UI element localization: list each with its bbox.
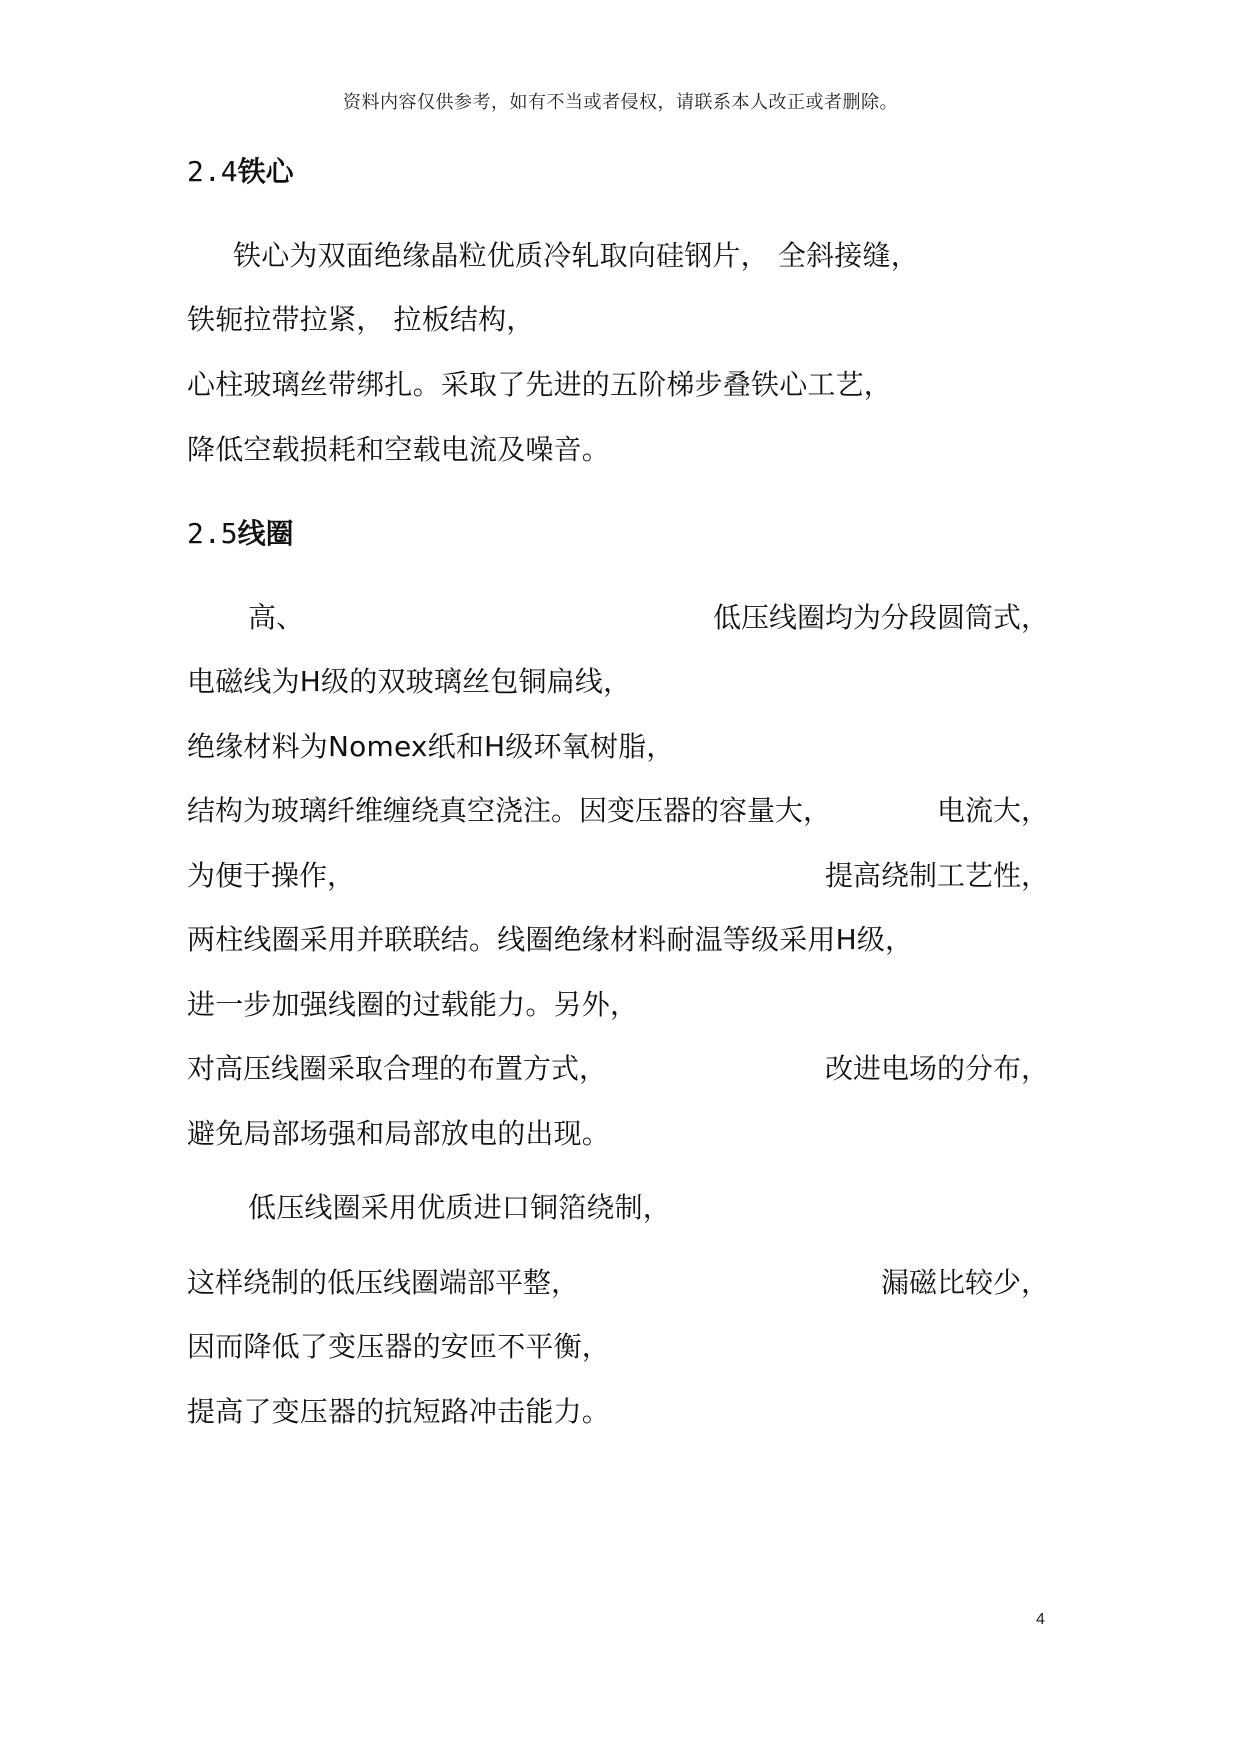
section-heading-2-4 [187,150,294,190]
line-right-part: 提高绕制工艺性， [824,859,1049,892]
paragraph-line-justified [187,789,1049,829]
section-number: 2.4 [187,155,238,188]
line-left-part: 这样绕制的低压线圈端部平整， [187,1266,580,1299]
section-title: 铁心 [237,155,294,188]
paragraph-line: 低压线圈采用优质进口铜箔绕制， [248,1191,672,1224]
section-number: 2.5 [187,517,238,550]
line-right-part: 改进电场的分布， [824,1052,1049,1085]
paragraph-line-justified [187,1261,1049,1301]
line-left-part: 高、 [248,601,305,634]
paragraph-line: 绝缘材料为Nomex纸和H级环氧树脂， [187,730,675,763]
paragraph-line: 提高了变压器的抗短路冲击能力。 [187,1395,611,1428]
paragraph-line: 因而降低了变压器的安匝不平衡， [187,1330,611,1363]
paragraph-line: 避免局部场强和局部放电的出现。 [187,1117,611,1150]
line-left-part: 为便于操作， [187,859,356,892]
header-disclaimer: 资料内容仅供参考，如有不当或者侵权，请联系本人改正或者删除。 [343,92,898,113]
paragraph-line: 铁轭拉带拉紧， 拉板结构， [187,303,535,336]
paragraph-line: 铁心为双面绝缘晶粒优质冷轧取向硅钢片， 全斜接缝， [233,239,919,272]
paragraph-line: 两柱线圈采用并联联结。线圈绝缘材料耐温等级采用H级， [187,923,914,956]
paragraph-line-justified [248,596,1049,636]
paragraph-line-justified [187,1047,1049,1087]
paragraph-line: 电磁线为H级的双玻璃丝包铜扁线， [187,665,632,698]
page-number: 4 [1036,1611,1045,1628]
paragraph-line: 降低空载损耗和空载电流及噪音。 [187,433,611,466]
line-left-part: 结构为玻璃纤维缠绕真空浇注。因变压器的容量大， [187,794,832,827]
line-left-part: 对高压线圈采取合理的布置方式， [187,1052,608,1085]
paragraph-line-justified [187,854,1049,894]
section-heading-2-5 [187,512,294,552]
section-title: 线圈 [237,517,294,550]
line-right-part: 漏磁比较少， [880,1266,1049,1299]
line-right-part: 低压线圈均为分段圆筒式， [712,601,1049,634]
paragraph-line: 进一步加强线圈的过载能力。另外， [187,988,639,1021]
line-right-part: 电流大， [936,794,1049,827]
paragraph-line: 心柱玻璃丝带绑扎。采取了先进的五阶梯步叠铁心工艺， [187,368,893,401]
